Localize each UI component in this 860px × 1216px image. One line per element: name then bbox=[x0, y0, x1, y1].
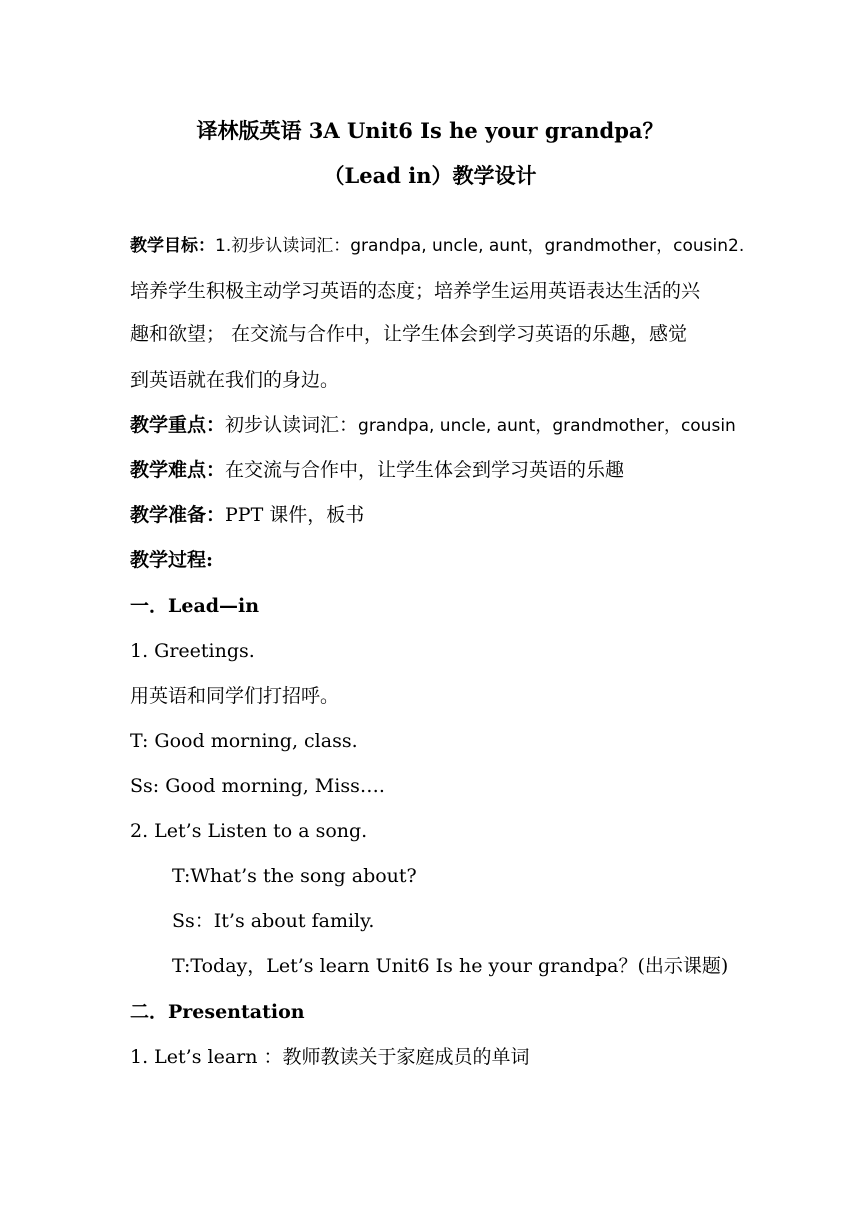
section1-question1: T:What’s the song about? bbox=[172, 865, 417, 887]
key-points-text-en: grandpa, uncle, aunt，grandmother，cousin bbox=[358, 416, 736, 436]
objectives-line-3: 趣和欲望； 在交流与合作中，让学生体会到学习英语的乐趣，感觉 bbox=[130, 323, 688, 345]
difficulties-line bbox=[130, 458, 624, 482]
section1-item2: 2. Let’s Listen to a song. bbox=[130, 820, 368, 842]
objectives-text-1: 1.初步认读词汇：grandpa, uncle, aunt，grandmother，cousin2. bbox=[215, 236, 745, 256]
difficulties-label: 教学难点： bbox=[130, 459, 226, 481]
section1-question2: T:Today，Let’s learn Unit6 Is he your grandpa？(出示课题) bbox=[172, 955, 729, 977]
objectives-line-4: 到英语就在我们的身边。 bbox=[130, 369, 340, 391]
difficulties-text: 在交流与合作中，让学生体会到学习英语的乐趣 bbox=[225, 459, 625, 481]
document-subtitle: （Lead in）教学设计 bbox=[323, 163, 537, 188]
key-points-line bbox=[130, 413, 736, 438]
section1-item1: 1. Greetings. bbox=[130, 640, 255, 662]
section2-heading: 二．Presentation bbox=[130, 1001, 305, 1023]
process-label: 教学过程: bbox=[130, 549, 214, 571]
objectives-line-2: 培养学生积极主动学习英语的态度；培养学生运用英语表达生活的兴 bbox=[130, 280, 701, 302]
key-points-label: 教学重点： bbox=[130, 414, 226, 436]
key-points-text-cn: 初步认读词汇： bbox=[225, 414, 359, 436]
section1-answer1: Ss：It’s about family. bbox=[172, 910, 375, 932]
preparation-line bbox=[130, 503, 364, 527]
preparation-label: 教学准备： bbox=[130, 504, 226, 526]
section1-teacher-line: T: Good morning, class. bbox=[130, 730, 358, 752]
section1-item1-note: 用英语和同学们打招呼。 bbox=[130, 685, 340, 707]
section2-item1: 1. Let’s learn ：教师教读关于家庭成员的单词 bbox=[130, 1046, 530, 1068]
objectives-label: 教学目标： bbox=[130, 236, 215, 256]
preparation-text: PPT 课件，板书 bbox=[225, 504, 365, 526]
document-title: 译林版英语 3A Unit6 Is he your grandpa？ bbox=[196, 118, 664, 143]
section1-heading: 一．Lead—in bbox=[130, 595, 260, 617]
section1-students-line: Ss: Good morning, Miss…. bbox=[130, 775, 385, 797]
objectives-line-1 bbox=[130, 233, 744, 258]
